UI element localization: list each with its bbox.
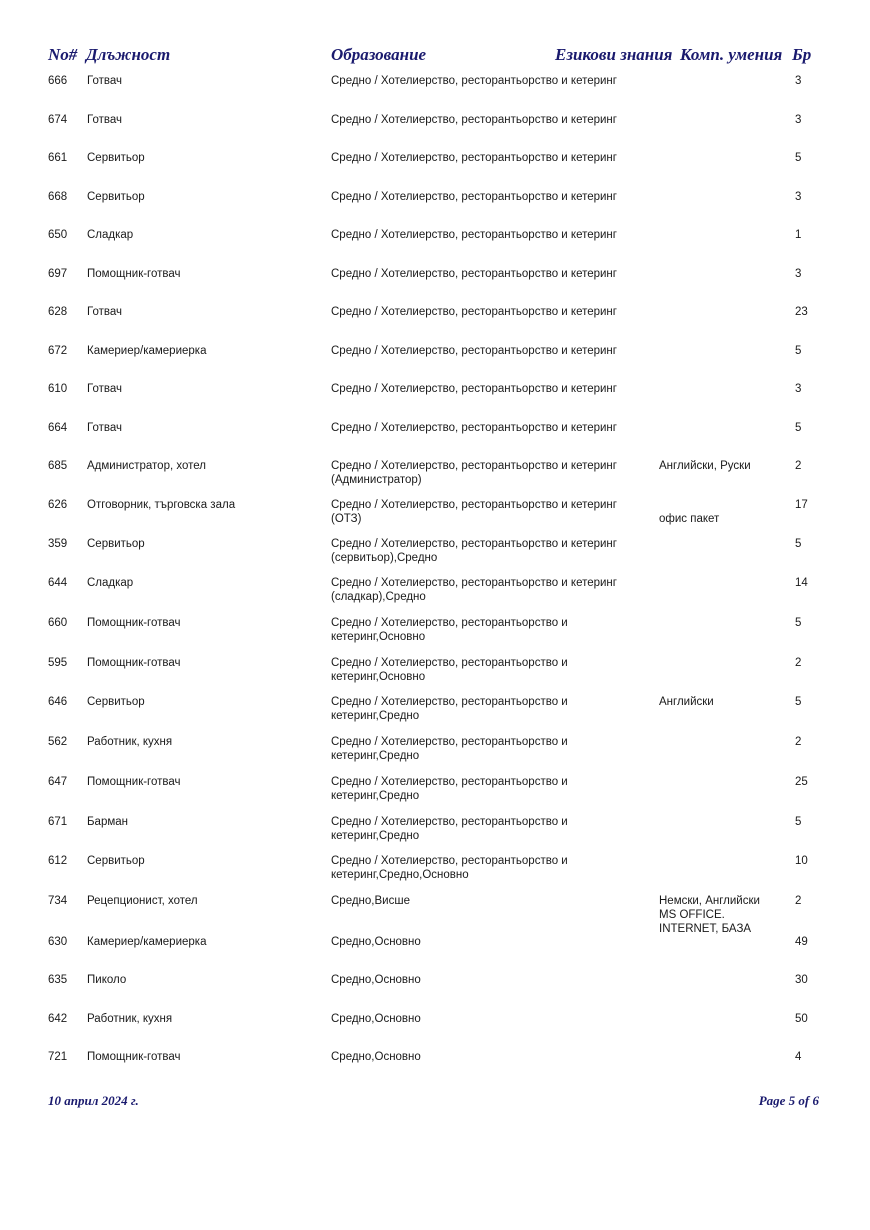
position-count: 5 [795,345,802,357]
row-number: 595 [48,657,68,669]
position-count: 14 [795,577,808,589]
education-line-1: Средно / Хотелиерство, ресторантьорство и [331,657,568,669]
education-line-1: Средно / Хотелиерство, ресторантьорство и [331,696,568,708]
header-position: Длъжност [86,45,171,64]
position-count: 5 [795,152,802,164]
position-name: Сервитьор [87,191,145,203]
position-name: Сервитьор [87,696,145,708]
position-name: Сладкар [87,229,134,241]
education-line-1: Средно / Хотелиерство, ресторантьорство и кетеринг [331,268,617,280]
position-count: 17 [795,499,808,511]
row-number: 697 [48,268,68,280]
row-number: 628 [48,306,68,318]
position-count: 1 [795,229,802,241]
position-name: Готвач [87,422,122,434]
position-name: Сервитьор [87,855,145,867]
position-count: 30 [795,974,808,986]
position-name: Администратор, хотел [87,460,206,472]
education-line-1: Средно / Хотелиерство, ресторантьорство и кетеринг [331,229,617,241]
row-number: 664 [48,422,68,434]
position-count: 5 [795,422,802,434]
row-number: 647 [48,776,68,788]
row-number: 674 [48,114,68,126]
position-name: Камериер/камериерка [87,345,207,357]
position-name: Помощник-готвач [87,1051,181,1063]
education-line-1: Средно / Хотелиерство, ресторантьорство и кетеринг [331,114,617,126]
education-line-1: Средно / Хотелиерство, ресторантьорство и кетеринг [331,383,617,395]
education-line-2: кетеринг,Основно [331,631,426,643]
position-name: Готвач [87,306,122,318]
row-number: 668 [48,191,68,203]
position-name: Камериер/камериерка [87,936,207,948]
education-line-2: (ОТЗ) [331,513,362,525]
position-count: 3 [795,191,802,203]
footer-page-number: Page 5 of 6 [758,1093,819,1108]
education-line-2: (сервитьор),Средно [331,552,438,564]
header-languages: Езикови знания [555,45,673,64]
education-line-1: Средно / Хотелиерство, ресторантьорство и [331,855,568,867]
position-count: 4 [795,1051,802,1063]
row-number: 666 [48,75,68,87]
position-count: 5 [795,696,802,708]
education-line-1: Средно / Хотелиерство, ресторантьорство и кетеринг [331,538,617,550]
position-name: Сладкар [87,577,134,589]
position-count: 2 [795,895,802,907]
position-count: 3 [795,114,802,126]
footer-date: 10 април 2024 г. [48,1093,139,1108]
position-name: Готвач [87,114,122,126]
education-line-1: Средно / Хотелиерство, ресторантьорство и кетеринг [331,422,617,434]
position-count: 5 [795,538,802,550]
language-skills: Английски [659,696,714,708]
education-line-2: кетеринг,Средно [331,750,420,762]
education-line-2: кетеринг,Средно [331,830,420,842]
row-number: 626 [48,499,68,511]
education-line-1: Средно / Хотелиерство, ресторантьорство и кетеринг [331,152,617,164]
position-count: 5 [795,816,802,828]
position-count: 2 [795,460,802,472]
position-count: 3 [795,383,802,395]
education-line-1: Средно / Хотелиерство, ресторантьорство и кетеринг [331,499,617,511]
row-number: 734 [48,895,68,907]
position-name: Помощник-готвач [87,617,181,629]
computer-skills: MS OFFICE. [659,909,725,921]
education-line-1: Средно / Хотелиерство, ресторантьорство и [331,776,568,788]
education-line-2: кетеринг,Основно [331,671,426,683]
row-number: 644 [48,577,68,589]
position-count: 10 [795,855,808,867]
education-line-1: Средно,Основно [331,1051,421,1063]
row-number: 660 [48,617,68,629]
row-number: 562 [48,736,68,748]
header-count: Бр [792,45,812,64]
education-line-1: Средно,Основно [331,936,421,948]
row-number: 635 [48,974,68,986]
row-number: 642 [48,1013,68,1025]
position-count: 2 [795,657,802,669]
education-line-1: Средно,Основно [331,1013,421,1025]
position-count: 3 [795,75,802,87]
position-name: Работник, кухня [87,736,173,748]
education-line-2: кетеринг,Средно,Основно [331,869,469,881]
language-skills: Английски, Руски [659,460,751,472]
position-count: 5 [795,617,802,629]
position-count: 49 [795,936,808,948]
position-name: Помощник-готвач [87,657,181,669]
header-no: No# [48,45,78,64]
education-line-1: Средно,Висше [331,895,410,907]
education-line-1: Средно / Хотелиерство, ресторантьорство и кетеринг [331,191,617,203]
education-line-1: Средно / Хотелиерство, ресторантьорство и кетеринг [331,460,617,472]
education-line-2: кетеринг,Средно [331,790,420,802]
education-line-1: Средно / Хотелиерство, ресторантьорство и кетеринг [331,577,617,589]
position-name: Готвач [87,75,122,87]
language-skills: Немски, Английски [659,895,760,907]
position-count: 3 [795,268,802,280]
position-count: 2 [795,736,802,748]
row-number: 612 [48,855,68,867]
header-computer-skills: Комп. умения [680,45,783,64]
education-line-2: кетеринг,Средно [331,710,420,722]
education-line-1: Средно / Хотелиерство, ресторантьорство и кетеринг [331,75,617,87]
education-line-2: (Администратор) [331,474,422,486]
row-number: 646 [48,696,68,708]
header-education: Образование [331,45,427,64]
position-count: 23 [795,306,808,318]
row-number: 661 [48,152,68,164]
education-line-1: Средно / Хотелиерство, ресторантьорство и кетеринг [331,306,617,318]
row-number: 685 [48,460,68,472]
education-line-1: Средно / Хотелиерство, ресторантьорство и [331,816,568,828]
position-name: Готвач [87,383,122,395]
position-name: Помощник-готвач [87,776,181,788]
education-line-1: Средно / Хотелиерство, ресторантьорство и [331,736,568,748]
position-name: Рецепционист, хотел [87,895,198,907]
education-line-1: Средно / Хотелиерство, ресторантьорство и кетеринг [331,345,617,357]
position-name: Пиколо [87,974,127,986]
position-name: Сервитьор [87,152,145,164]
position-count: 25 [795,776,808,788]
position-name: Помощник-готвач [87,268,181,280]
position-name: Отговорник, търговска зала [87,499,236,511]
row-number: 630 [48,936,68,948]
row-number: 359 [48,538,68,550]
row-number: 671 [48,816,68,828]
position-name: Сервитьор [87,538,145,550]
row-number: 672 [48,345,68,357]
education-line-1: Средно / Хотелиерство, ресторантьорство и [331,617,568,629]
position-count: 50 [795,1013,808,1025]
position-name: Барман [87,816,128,828]
computer-skills-line-2: INTERNET, БАЗА [659,923,752,935]
row-number: 721 [48,1051,68,1063]
education-line-2: (сладкар),Средно [331,591,426,603]
position-name: Работник, кухня [87,1013,173,1025]
row-number: 650 [48,229,68,241]
education-line-1: Средно,Основно [331,974,421,986]
computer-skills: офис пакет [659,513,720,525]
row-number: 610 [48,383,68,395]
